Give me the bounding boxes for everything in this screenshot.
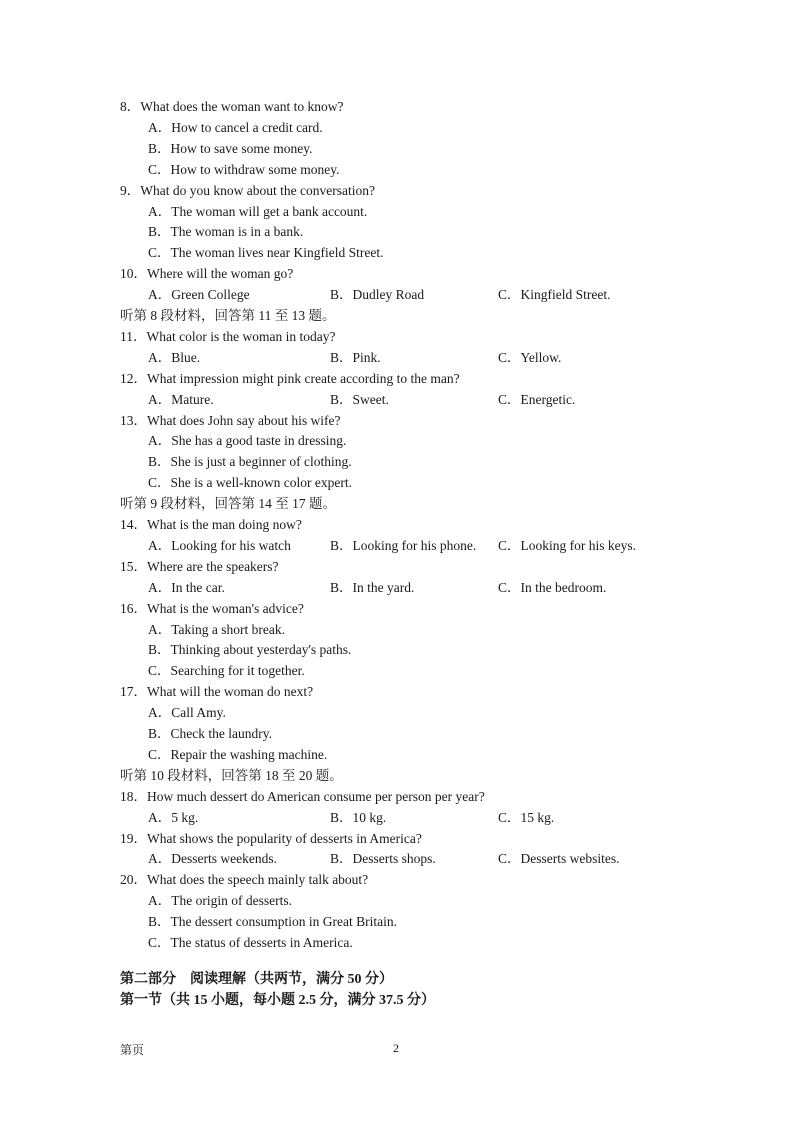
part-heading: 第二部分 阅读理解（共两节，满分 50 分） xyxy=(120,972,393,987)
option-choice: A．She has a good taste in dressing. xyxy=(148,433,347,448)
option-choice: B．Dudley Road xyxy=(330,287,425,302)
question-stem: 13．What does John say about his wife? xyxy=(120,413,341,428)
section-instruction: 听第 9 段材料，回答第 14 至 17 题。 xyxy=(120,496,336,511)
question-stem: 19．What shows the popularity of desserts in America? xyxy=(120,831,422,846)
question-stem: 14．What is the man doing now? xyxy=(120,517,302,532)
question-stem: 12．What impression might pink create according to the man? xyxy=(120,371,460,386)
option-choice: B．Looking for his phone. xyxy=(330,538,477,553)
option-choice: B．Sweet. xyxy=(330,392,389,407)
option-choice: A．Mature. xyxy=(148,392,214,407)
option-choice: A．Looking for his watch xyxy=(148,538,291,553)
option-choice: B．Desserts shops. xyxy=(330,851,436,866)
option-choice: C．She is a well-known color expert. xyxy=(148,475,352,490)
option-choice: B．The dessert consumption in Great Britain. xyxy=(148,914,397,929)
question-stem: 9．What do you know about the conversation? xyxy=(120,183,375,198)
section-instruction: 听第 8 段材料，回答第 11 至 13 题。 xyxy=(120,308,336,323)
question-stem: 16．What is the woman's advice? xyxy=(120,601,304,616)
option-choice: A．Green College xyxy=(148,287,250,302)
option-choice: C．Searching for it together. xyxy=(148,663,305,678)
option-choice: C．Yellow. xyxy=(498,350,562,365)
option-choice: A．5 kg. xyxy=(148,810,199,825)
section-instruction: 听第 10 段材料，回答第 18 至 20 题。 xyxy=(120,768,343,783)
question-stem: 10．Where will the woman go? xyxy=(120,266,294,281)
option-choice: C．Kingfield Street. xyxy=(498,287,611,302)
option-choice: B．The woman is in a bank. xyxy=(148,224,304,239)
option-choice: A．The woman will get a bank account. xyxy=(148,204,368,219)
footer-label: 第页 xyxy=(120,1043,145,1057)
question-stem: 20．What does the speech mainly talk about? xyxy=(120,872,369,887)
option-choice: B．How to save some money. xyxy=(148,141,313,156)
option-choice: C．15 kg. xyxy=(498,810,555,825)
option-choice: B．She is just a beginner of clothing. xyxy=(148,454,352,469)
question-stem: 8．What does the woman want to know? xyxy=(120,99,344,114)
question-stem: 18．How much dessert do American consume per person per year? xyxy=(120,789,485,804)
question-stem: 15．Where are the speakers? xyxy=(120,559,279,574)
option-choice: C．The status of desserts in America. xyxy=(148,935,353,950)
option-choice: A．In the car. xyxy=(148,580,225,595)
option-choice: B．Check the laundry. xyxy=(148,726,272,741)
option-choice: A．Taking a short break. xyxy=(148,622,286,637)
option-choice: A．The origin of desserts. xyxy=(148,893,292,908)
question-stem: 17．What will the woman do next? xyxy=(120,684,314,699)
option-choice: A．Call Amy. xyxy=(148,705,226,720)
option-choice: C．How to withdraw some money. xyxy=(148,162,340,177)
section-heading: 第一节（共 15 小题，每小题 2.5 分，满分 37.5 分） xyxy=(120,993,435,1008)
option-choice: A．How to cancel a credit card. xyxy=(148,120,323,135)
option-choice: B．In the yard. xyxy=(330,580,415,595)
option-choice: B．Thinking about yesterday's paths. xyxy=(148,642,352,657)
question-stem: 11．What color is the woman in today? xyxy=(120,329,336,344)
option-choice: C．The woman lives near Kingfield Street. xyxy=(148,245,384,260)
page-number: 2 xyxy=(393,1041,399,1055)
option-choice: C．Desserts websites. xyxy=(498,851,620,866)
option-choice: C．Looking for his keys. xyxy=(498,538,636,553)
option-choice: B．Pink. xyxy=(330,350,381,365)
option-choice: A．Desserts weekends. xyxy=(148,851,277,866)
option-choice: C．Energetic. xyxy=(498,392,576,407)
option-choice: C．Repair the washing machine. xyxy=(148,747,328,762)
option-choice: C．In the bedroom. xyxy=(498,580,607,595)
option-choice: B．10 kg. xyxy=(330,810,387,825)
option-choice: A．Blue. xyxy=(148,350,201,365)
